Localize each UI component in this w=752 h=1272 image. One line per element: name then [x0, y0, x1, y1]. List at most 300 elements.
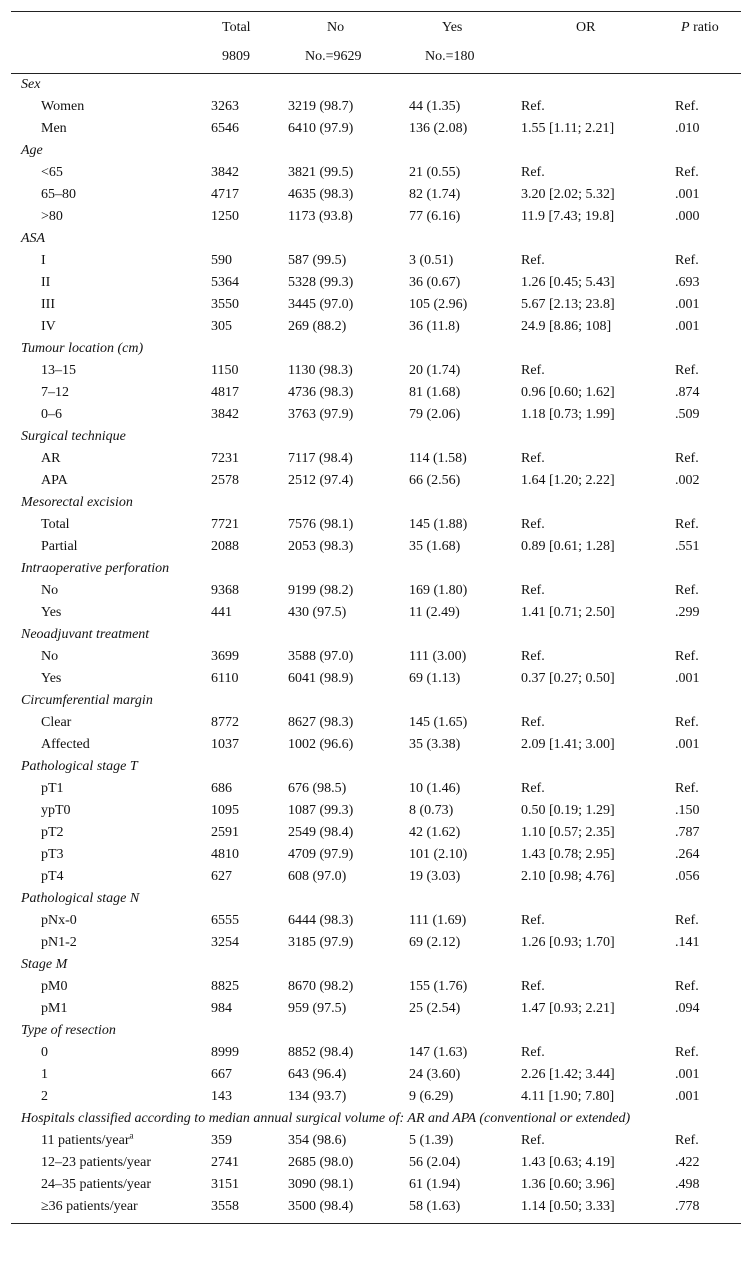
cell-no: 3445 (97.0): [288, 297, 354, 312]
group-title: Type of resection: [21, 1023, 116, 1038]
cell-label: III: [41, 297, 55, 312]
cell-or: 0.37 [0.27; 0.50]: [521, 671, 615, 686]
cell-label: 65–80: [41, 187, 76, 202]
cell-label: 7–12: [41, 385, 69, 400]
group-heading-row: [11, 140, 741, 162]
cell-total: 686: [211, 781, 232, 796]
table-body: [11, 74, 741, 1218]
cell-total: 627: [211, 869, 232, 884]
group-title: Neoadjuvant treatment: [21, 627, 150, 642]
cell-no: 3500 (98.4): [288, 1199, 354, 1214]
cell-total: 7721: [211, 517, 239, 532]
group-title: Age: [21, 143, 43, 158]
cell-total: 3263: [211, 99, 239, 114]
cell-p: Ref.: [675, 517, 699, 532]
cell-no: 7117 (98.4): [288, 451, 353, 466]
cell-no: 430 (97.5): [288, 605, 347, 620]
cell-p: .001: [675, 737, 700, 752]
group-title: Pathological stage T: [21, 759, 138, 774]
cell-total: 143: [211, 1089, 232, 1104]
group-title: Mesorectal excision: [21, 495, 133, 510]
cell-no: 2512 (97.4): [288, 473, 354, 488]
header-p-italic: P: [681, 20, 690, 35]
cell-no: 7576 (98.1): [288, 517, 354, 532]
table-row: [11, 536, 741, 558]
cell-or: 4.11 [1.90; 7.80]: [521, 1089, 615, 1104]
cell-label: pM0: [41, 979, 68, 994]
group-heading-row: [11, 228, 741, 250]
cell-no: 1130 (98.3): [288, 363, 353, 378]
table-row: [11, 932, 741, 954]
group-title: ASA: [21, 231, 46, 246]
cell-label: Men: [41, 121, 67, 136]
cell-no: 587 (99.5): [288, 253, 347, 268]
cell-label: Women: [41, 99, 85, 114]
cell-yes: 147 (1.63): [409, 1045, 468, 1060]
table-row: [11, 1174, 741, 1196]
cell-p: .141: [675, 935, 700, 950]
cell-yes: 66 (2.56): [409, 473, 461, 488]
cell-total: 1250: [211, 209, 239, 224]
cell-label: No: [41, 649, 59, 664]
footnote-marker: a: [129, 1130, 134, 1141]
cell-p: Ref.: [675, 1133, 699, 1148]
cell-or: 1.43 [0.63; 4.19]: [521, 1155, 615, 1170]
cell-label: 24–35 patients/year: [41, 1177, 152, 1192]
cell-no: 1173 (93.8): [288, 209, 353, 224]
table-row: [11, 316, 741, 338]
group-heading-row: [11, 558, 741, 580]
cell-or: Ref.: [521, 583, 545, 598]
cell-no: 354 (98.6): [288, 1133, 347, 1148]
table-row: [11, 1196, 741, 1218]
table-row: [11, 1042, 741, 1064]
group-heading-row: [11, 888, 741, 910]
cell-no: 3219 (98.7): [288, 99, 354, 114]
table-row: [11, 96, 741, 118]
table-row: [11, 1152, 741, 1174]
cell-total: 6555: [211, 913, 239, 928]
table-row: [11, 404, 741, 426]
cell-no: 676 (98.5): [288, 781, 347, 796]
cell-label: pM1: [41, 1001, 68, 1016]
cell-or: 1.18 [0.73; 1.99]: [521, 407, 615, 422]
cell-yes: 82 (1.74): [409, 187, 461, 202]
cell-or: Ref.: [521, 979, 545, 994]
cell-total: 9368: [211, 583, 239, 598]
cell-label: 0–6: [41, 407, 62, 422]
header-yes: Yes: [442, 20, 463, 35]
cell-or: 1.47 [0.93; 2.21]: [521, 1001, 615, 1016]
cell-yes: 56 (2.04): [409, 1155, 461, 1170]
cell-no: 8852 (98.4): [288, 1045, 354, 1060]
cell-label: pT3: [41, 847, 64, 862]
cell-no: 4635 (98.3): [288, 187, 354, 202]
group-title: Sex: [21, 77, 41, 92]
cell-label: [11, 1130, 211, 1152]
cell-total: 3699: [211, 649, 239, 664]
cell-yes: 69 (2.12): [409, 935, 461, 950]
group-heading-row: [11, 690, 741, 712]
group-heading-row: [11, 1020, 741, 1042]
cell-p: .498: [675, 1177, 700, 1192]
cell-total: 5364: [211, 275, 239, 290]
table-row: [11, 800, 741, 822]
table-row: [11, 382, 741, 404]
cell-p: .778: [675, 1199, 700, 1214]
table-row: [11, 206, 741, 228]
cell-no: 3185 (97.9): [288, 935, 354, 950]
cell-total: 8999: [211, 1045, 239, 1060]
table-row: [11, 668, 741, 690]
cell-no: 1002 (96.6): [288, 737, 354, 752]
cell-yes: 44 (1.35): [409, 99, 461, 114]
cell-total: 8772: [211, 715, 239, 730]
cell-label: 0: [41, 1045, 48, 1060]
cell-total: 1037: [211, 737, 239, 752]
header-total: Total: [222, 20, 251, 35]
cell-total: 8825: [211, 979, 239, 994]
cell-no: 3588 (97.0): [288, 649, 354, 664]
cell-total: 1095: [211, 803, 239, 818]
cell-or: 0.50 [0.19; 1.29]: [521, 803, 615, 818]
cell-label: 1: [41, 1067, 48, 1082]
table-row: [11, 1086, 741, 1108]
cell-or: Ref.: [521, 165, 545, 180]
cell-no: 1087 (99.3): [288, 803, 354, 818]
cell-yes: 36 (11.8): [409, 319, 460, 334]
cell-or: Ref.: [521, 451, 545, 466]
cell-no: 6444 (98.3): [288, 913, 354, 928]
table-row: [11, 998, 741, 1020]
cell-p: Ref.: [675, 715, 699, 730]
cell-label: IV: [41, 319, 56, 334]
table-row: [11, 448, 741, 470]
cell-no: 134 (93.7): [288, 1089, 347, 1104]
table-row: [11, 272, 741, 294]
cell-or: Ref.: [521, 517, 545, 532]
group-heading-row: [11, 954, 741, 976]
cell-yes: 169 (1.80): [409, 583, 468, 598]
cell-or: 2.09 [1.41; 3.00]: [521, 737, 615, 752]
cell-yes: 25 (2.54): [409, 1001, 461, 1016]
cell-p: Ref.: [675, 781, 699, 796]
cell-total: 3254: [211, 935, 239, 950]
cell-no: 5328 (99.3): [288, 275, 354, 290]
data-table: [11, 11, 741, 1224]
cell-yes: 10 (1.46): [409, 781, 461, 796]
cell-yes: 19 (3.03): [409, 869, 461, 884]
cell-p: .001: [675, 1089, 700, 1104]
cell-label: 13–15: [41, 363, 76, 378]
cell-label: ypT0: [41, 803, 71, 818]
cell-yes: 21 (0.55): [409, 165, 461, 180]
group-title: Tumour location (cm): [21, 341, 144, 356]
cell-p: Ref.: [675, 913, 699, 928]
group-heading-row: [11, 756, 741, 778]
table-row: [11, 778, 741, 800]
table-row: [11, 602, 741, 624]
cell-total: 6110: [211, 671, 239, 686]
group-title: Intraoperative perforation: [21, 561, 170, 576]
table-row: [11, 250, 741, 272]
cell-no: 8670 (98.2): [288, 979, 354, 994]
cell-yes: 79 (2.06): [409, 407, 461, 422]
cell-yes: 24 (3.60): [409, 1067, 461, 1082]
cell-p: Ref.: [675, 1045, 699, 1060]
cell-total: 984: [211, 1001, 232, 1016]
cell-label: No: [41, 583, 59, 598]
cell-or: Ref.: [521, 715, 545, 730]
table-row: [11, 844, 741, 866]
header-or: OR: [576, 20, 596, 35]
cell-p: .787: [675, 825, 700, 840]
table-row: [11, 514, 741, 536]
cell-yes: 20 (1.74): [409, 363, 461, 378]
cell-total: 3842: [211, 165, 239, 180]
cell-no: 959 (97.5): [288, 1001, 347, 1016]
cell-total: 305: [211, 319, 232, 334]
cell-no: 2053 (98.3): [288, 539, 354, 554]
cell-total: 441: [211, 605, 232, 620]
cell-total: 2578: [211, 473, 239, 488]
group-title: Stage M: [21, 957, 68, 972]
group-heading-row: [11, 426, 741, 448]
cell-p: .874: [675, 385, 700, 400]
cell-yes: 35 (3.38): [409, 737, 461, 752]
cell-or: 1.26 [0.93; 1.70]: [521, 935, 615, 950]
cell-total: 590: [211, 253, 232, 268]
cell-p: Ref.: [675, 649, 699, 664]
cell-or: 5.67 [2.13; 23.8]: [521, 297, 615, 312]
cell-no: 269 (88.2): [288, 319, 347, 334]
cell-yes: 81 (1.68): [409, 385, 461, 400]
cell-or: 2.26 [1.42; 3.44]: [521, 1067, 615, 1082]
cell-label: II: [41, 275, 51, 290]
cell-p: Ref.: [675, 165, 699, 180]
cell-p: Ref.: [675, 253, 699, 268]
cell-or: Ref.: [521, 781, 545, 796]
cell-yes: 69 (1.13): [409, 671, 461, 686]
cell-no: 3090 (98.1): [288, 1177, 354, 1192]
cell-no: 2685 (98.0): [288, 1155, 354, 1170]
cell-total: 667: [211, 1067, 232, 1082]
group-heading-row: [11, 492, 741, 514]
cell-p: .000: [675, 209, 700, 224]
cell-yes: 111 (1.69): [409, 913, 467, 928]
cell-yes: 11 (2.49): [409, 605, 460, 620]
cell-total: 2088: [211, 539, 239, 554]
cell-label: AR: [41, 451, 61, 466]
bottom-rule: [11, 1223, 741, 1224]
cell-no: 643 (96.4): [288, 1067, 347, 1082]
cell-or: 3.20 [2.02; 5.32]: [521, 187, 615, 202]
cell-no: 3821 (99.5): [288, 165, 354, 180]
cell-label-text: 11 patients/year: [41, 1133, 130, 1148]
group-title: Pathological stage N: [21, 891, 140, 906]
cell-or: 1.43 [0.78; 2.95]: [521, 847, 615, 862]
cell-total: 4717: [211, 187, 239, 202]
cell-total: 7231: [211, 451, 239, 466]
header-yes-n: No.=180: [425, 49, 475, 64]
cell-label: >80: [41, 209, 63, 224]
cell-p: .299: [675, 605, 700, 620]
header-no-n: No.=9629: [305, 49, 362, 64]
cell-p: .150: [675, 803, 700, 818]
cell-yes: 114 (1.58): [409, 451, 467, 466]
table-row: [11, 470, 741, 492]
cell-label: Yes: [41, 605, 62, 620]
cell-p: .509: [675, 407, 700, 422]
cell-no: 2549 (98.4): [288, 825, 354, 840]
cell-yes: 58 (1.63): [409, 1199, 461, 1214]
group-heading-row: [11, 624, 741, 646]
table-row: [11, 910, 741, 932]
cell-or: 11.9 [7.43; 19.8]: [521, 209, 615, 224]
cell-or: 1.10 [0.57; 2.35]: [521, 825, 615, 840]
cell-or: Ref.: [521, 363, 545, 378]
cell-p: .264: [675, 847, 700, 862]
table-row: [11, 734, 741, 756]
cell-label: <65: [41, 165, 63, 180]
cell-or: Ref.: [521, 1133, 545, 1148]
cell-label: pNx-0: [41, 913, 77, 928]
cell-total: 3842: [211, 407, 239, 422]
group-title: Circumferential margin: [21, 693, 153, 708]
cell-p: .422: [675, 1155, 700, 1170]
table-row: [11, 118, 741, 140]
cell-p: Ref.: [675, 99, 699, 114]
cell-label: Partial: [41, 539, 78, 554]
cell-total: 1150: [211, 363, 239, 378]
cell-or: 1.55 [1.11; 2.21]: [521, 121, 615, 136]
cell-no: 3763 (97.9): [288, 407, 354, 422]
header-p-ratio: [681, 20, 719, 36]
cell-label: Affected: [41, 737, 90, 752]
table-row: [11, 580, 741, 602]
cell-p: Ref.: [675, 979, 699, 994]
cell-yes: 36 (0.67): [409, 275, 461, 290]
group-heading-row: [11, 338, 741, 360]
cell-label: Yes: [41, 671, 62, 686]
cell-total: 2741: [211, 1155, 239, 1170]
cell-yes: 111 (3.00): [409, 649, 467, 664]
cell-p: .551: [675, 539, 700, 554]
cell-or: Ref.: [521, 649, 545, 664]
cell-no: 9199 (98.2): [288, 583, 354, 598]
cell-total: 4810: [211, 847, 239, 862]
cell-or: Ref.: [521, 253, 545, 268]
cell-no: 6041 (98.9): [288, 671, 354, 686]
cell-p: .056: [675, 869, 700, 884]
table-row: [11, 866, 741, 888]
cell-label: pT1: [41, 781, 64, 796]
cell-total: 6546: [211, 121, 239, 136]
cell-yes: 35 (1.68): [409, 539, 461, 554]
cell-or: 1.64 [1.20; 2.22]: [521, 473, 615, 488]
cell-no: 608 (97.0): [288, 869, 347, 884]
cell-p: .010: [675, 121, 700, 136]
cell-label: 2: [41, 1089, 48, 1104]
table-row: [11, 184, 741, 206]
cell-label: Total: [41, 517, 70, 532]
table-row: [11, 1130, 741, 1152]
cell-total: 3558: [211, 1199, 239, 1214]
cell-yes: 101 (2.10): [409, 847, 468, 862]
cell-or: 24.9 [8.86; 108]: [521, 319, 612, 334]
cell-total: 3550: [211, 297, 239, 312]
cell-yes: 145 (1.65): [409, 715, 468, 730]
cell-label: pT2: [41, 825, 64, 840]
cell-no: 8627 (98.3): [288, 715, 354, 730]
cell-or: 1.26 [0.45; 5.43]: [521, 275, 615, 290]
cell-label: pT4: [41, 869, 64, 884]
cell-yes: 145 (1.88): [409, 517, 468, 532]
cell-yes: 3 (0.51): [409, 253, 454, 268]
cell-p: .001: [675, 187, 700, 202]
cell-no: 4709 (97.9): [288, 847, 354, 862]
header-p-rest: ratio: [689, 20, 719, 35]
table-row: [11, 1064, 741, 1086]
group-title: Surgical technique: [21, 429, 126, 444]
cell-total: 359: [211, 1133, 232, 1148]
cell-total: 2591: [211, 825, 239, 840]
cell-label: 12–23 patients/year: [41, 1155, 152, 1170]
cell-yes: 105 (2.96): [409, 297, 468, 312]
cell-total: 4817: [211, 385, 239, 400]
cell-p: .001: [675, 1067, 700, 1082]
cell-or: 1.41 [0.71; 2.50]: [521, 605, 615, 620]
cell-yes: 42 (1.62): [409, 825, 461, 840]
cell-p: .001: [675, 319, 700, 334]
cell-yes: 5 (1.39): [409, 1133, 454, 1148]
group-heading-row: [11, 1108, 741, 1130]
cell-yes: 77 (6.16): [409, 209, 461, 224]
table-row: [11, 294, 741, 316]
cell-p: Ref.: [675, 583, 699, 598]
cell-label: Clear: [41, 715, 72, 730]
cell-p: .001: [675, 297, 700, 312]
cell-or: 0.96 [0.60; 1.62]: [521, 385, 615, 400]
cell-p: Ref.: [675, 451, 699, 466]
cell-total: 3151: [211, 1177, 239, 1192]
cell-yes: 155 (1.76): [409, 979, 468, 994]
cell-label: APA: [41, 473, 68, 488]
cell-no: 4736 (98.3): [288, 385, 354, 400]
cell-p: .001: [675, 671, 700, 686]
header-no: No: [327, 20, 345, 35]
cell-or: Ref.: [521, 1045, 545, 1060]
cell-p: .002: [675, 473, 700, 488]
cell-or: 1.36 [0.60; 3.96]: [521, 1177, 615, 1192]
table-header: [11, 12, 741, 74]
header-total-n: 9809: [222, 49, 250, 64]
cell-label: I: [41, 253, 46, 268]
group-heading-row: [11, 74, 741, 96]
cell-or: 1.14 [0.50; 3.33]: [521, 1199, 615, 1214]
cell-no: 6410 (97.9): [288, 121, 354, 136]
cell-yes: 61 (1.94): [409, 1177, 461, 1192]
table-row: [11, 162, 741, 184]
table-row: [11, 712, 741, 734]
cell-p: Ref.: [675, 363, 699, 378]
cell-yes: 8 (0.73): [409, 803, 454, 818]
cell-or: 0.89 [0.61; 1.28]: [521, 539, 615, 554]
cell-p: .094: [675, 1001, 700, 1016]
cell-or: Ref.: [521, 913, 545, 928]
table-row: [11, 360, 741, 382]
cell-label: ≥36 patients/year: [41, 1199, 138, 1214]
